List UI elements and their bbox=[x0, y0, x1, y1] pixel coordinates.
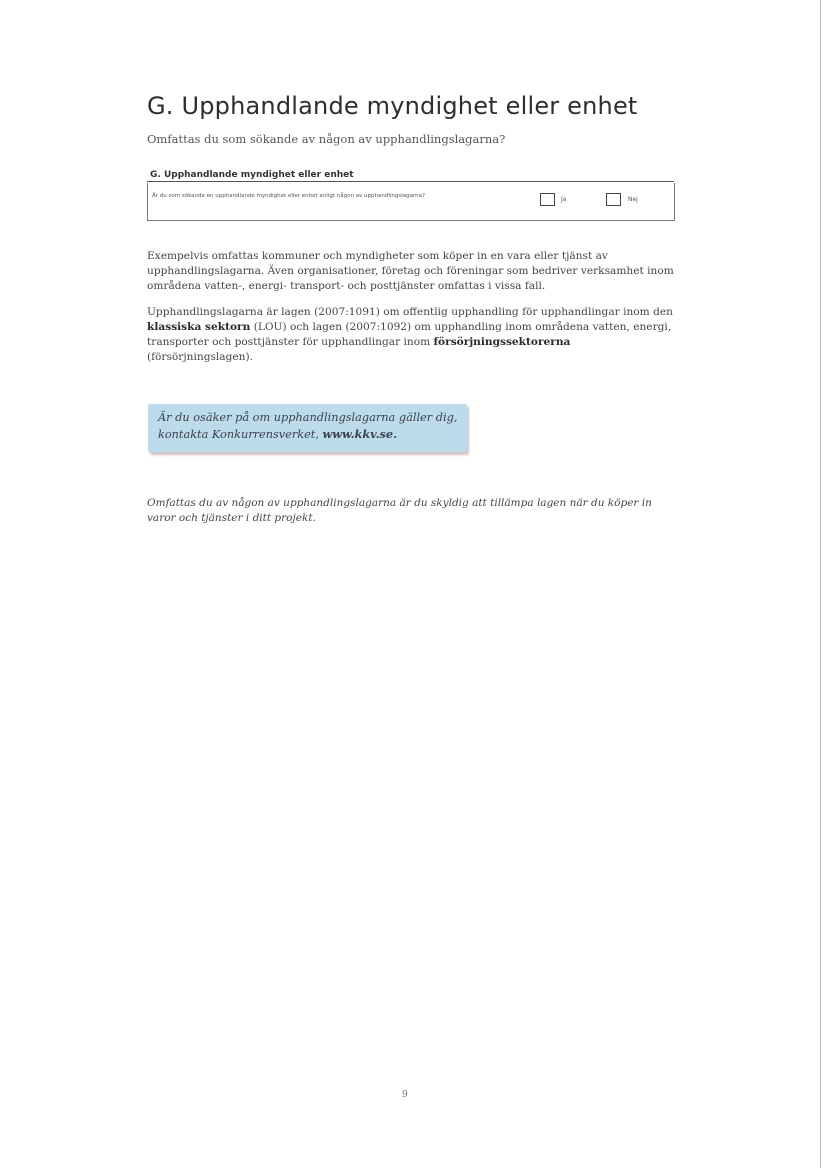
kkv-link[interactable]: www.kkv.se. bbox=[322, 427, 397, 441]
laws-text-1: Upphandlingslagarna är lagen (2007:1091) om offentlig upphandling för upphandlingar inom den bbox=[147, 306, 673, 318]
form-question-box bbox=[147, 183, 675, 221]
form-divider bbox=[147, 181, 674, 182]
body-paragraph-examples: Exempelvis omfattas kommuner och myndigheter som köper in en vara eller tjänst av upphandlingslagarna. Även organisationer, företag och föreningar som bedriver verksamhet inom områdena vatten-, energi- transport- och posttjänster omfattas i vissa fall. bbox=[147, 250, 674, 292]
page-title: G. Upphandlande myndighet eller enhet bbox=[147, 92, 638, 120]
form-section-title: G. Upphandlande myndighet eller enhet bbox=[150, 170, 354, 180]
callout-message: Är du osäker på om upphandlingslagarna gäller dig, kontakta Konkurrensverket, bbox=[158, 411, 458, 441]
callout-text bbox=[158, 410, 463, 443]
laws-text-3: (försörjningslagen). bbox=[147, 351, 253, 363]
info-callout-box bbox=[148, 404, 467, 452]
laws-bold-classic-sector: klassiska sektorn bbox=[147, 321, 251, 333]
laws-text-2: (LOU) och lagen (2007:1092) om upphandling inom områdena vatten, energi, transporter och posttjänster för upphandlingar inom bbox=[147, 321, 672, 348]
laws-bold-utilities-sectors: försörjningssektorerna bbox=[433, 336, 571, 348]
ja-checkbox[interactable] bbox=[540, 193, 555, 206]
closing-note: Omfattas du av någon av upphandlingslagarna är du skyldig att tillämpa lagen när du köper in varor och tjänster i ditt projekt. bbox=[147, 497, 652, 524]
page-subtitle: Omfattas du som sökande av någon av upphandlingslagarna? bbox=[147, 132, 506, 146]
ja-label: Ja bbox=[561, 196, 567, 203]
nej-label: Nej bbox=[628, 196, 638, 203]
page-number: 9 bbox=[402, 1090, 408, 1100]
nej-checkbox[interactable] bbox=[606, 193, 621, 206]
form-question-text: Är du som sökande en upphandlande myndighet eller enhet enligt någon av upphandlingslagarna? bbox=[152, 193, 425, 199]
page-edge-line bbox=[820, 0, 821, 1168]
body-paragraph-laws bbox=[147, 305, 679, 365]
